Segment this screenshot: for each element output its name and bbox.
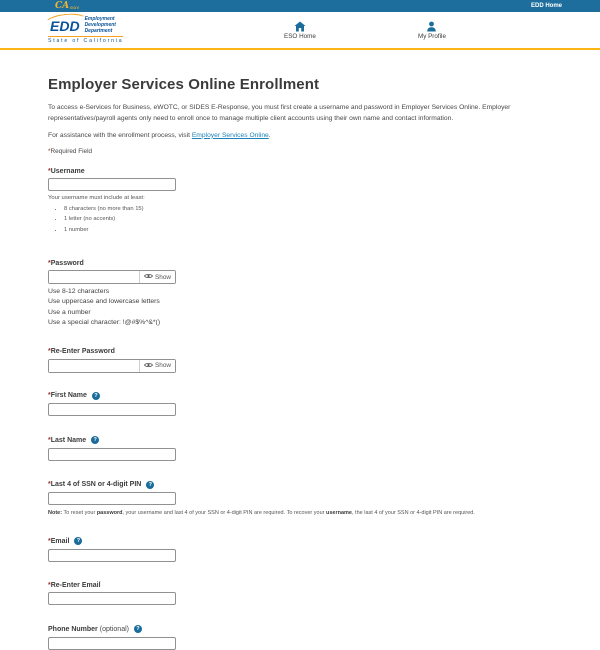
password-rule: Use a special character: !@#$%^&*() bbox=[48, 319, 161, 327]
username-hint-item: • 1 number bbox=[64, 227, 552, 233]
password-show-label: Show bbox=[155, 273, 171, 281]
intro-paragraph: To access e-Services for Business, eWOTC, or SIDES E-Response, you must first create a username and password in Employer Services Online. Employer representatives/payroll agents only need to enroll once to manage multiple client accounts using their own name and contact information. bbox=[48, 104, 511, 123]
reenter-email-label: Re-Enter Email bbox=[50, 581, 101, 589]
email-label: Email bbox=[50, 537, 70, 545]
username-input[interactable] bbox=[48, 178, 176, 191]
required-asterisk: * bbox=[48, 259, 51, 267]
edd-home-link[interactable]: EDD Home bbox=[530, 3, 562, 9]
eye-icon bbox=[144, 362, 153, 370]
required-asterisk: * bbox=[48, 436, 51, 444]
ssn-pin-help-icon[interactable]: ? bbox=[146, 481, 154, 489]
reenter-password-field-group bbox=[48, 348, 552, 373]
last-name-field-group bbox=[48, 436, 552, 461]
ca-gov-logo-sub: GOV bbox=[70, 6, 80, 10]
first-name-help-icon[interactable]: ? bbox=[92, 392, 100, 400]
person-icon bbox=[426, 21, 437, 32]
header-nav bbox=[178, 21, 552, 40]
edd-logo[interactable] bbox=[48, 16, 178, 44]
first-name-field-group bbox=[48, 392, 552, 417]
required-asterisk: * bbox=[48, 537, 51, 545]
password-rule: Use uppercase and lowercase letters bbox=[48, 298, 160, 306]
last-name-input[interactable] bbox=[48, 448, 176, 461]
page-content bbox=[0, 76, 600, 650]
phone-optional-tag: (optional) bbox=[99, 625, 129, 633]
required-asterisk: * bbox=[48, 348, 51, 356]
required-asterisk: * bbox=[48, 147, 51, 155]
reenter-password-show-label: Show bbox=[155, 362, 171, 370]
reenter-password-show-button[interactable] bbox=[139, 360, 175, 372]
edd-logo-tagline: State of California bbox=[48, 38, 124, 45]
main-header bbox=[0, 12, 600, 50]
first-name-input[interactable] bbox=[48, 403, 176, 416]
username-hint-title: Your username must include at least: bbox=[48, 195, 145, 202]
assistance-line: For assistance with the enrollment process, visit Employer Services Online. bbox=[48, 131, 271, 139]
phone-label: Phone Number bbox=[48, 625, 98, 633]
username-field-group bbox=[48, 168, 552, 233]
reenter-email-field-group bbox=[48, 582, 552, 606]
email-help-icon[interactable]: ? bbox=[74, 537, 82, 545]
ca-gov-logo[interactable] bbox=[55, 2, 79, 11]
ssn-pin-note: Note: To reset your password, your username and last 4 of your SSN or 4-digit PIN are required. To recover your username, the last 4 of your SSN or 4-digit PIN are required. bbox=[48, 510, 475, 517]
email-field-group bbox=[48, 537, 552, 562]
last-name-label: Last Name bbox=[50, 436, 87, 444]
nav-eso-home-label: ESO Home bbox=[284, 32, 316, 40]
username-hint-list bbox=[64, 206, 552, 233]
password-rule: Use a number bbox=[48, 308, 91, 316]
required-asterisk: * bbox=[48, 167, 51, 175]
required-field-note: *Required Field bbox=[48, 147, 93, 155]
password-rule: Use 8-12 characters bbox=[48, 287, 110, 295]
password-rules bbox=[48, 288, 552, 327]
required-asterisk: * bbox=[48, 481, 51, 489]
username-hint-item: • 1 letter (no accents) bbox=[64, 216, 552, 222]
ssn-pin-label: Last 4 of SSN or 4-digit PIN bbox=[50, 481, 142, 489]
password-show-button[interactable] bbox=[139, 271, 175, 283]
ca-gov-logo-text: CA bbox=[55, 0, 70, 11]
page-title: Employer Services Online Enrollment bbox=[48, 76, 320, 93]
utility-bar bbox=[0, 0, 600, 12]
phone-input[interactable] bbox=[48, 637, 176, 650]
reenter-email-input[interactable] bbox=[48, 592, 176, 605]
phone-field-group bbox=[48, 625, 552, 650]
username-hint-item: • 8 characters (no more than 15) bbox=[64, 206, 552, 212]
ssn-pin-field-group bbox=[48, 481, 552, 517]
edd-logo-department-text: Employment Development Department bbox=[84, 15, 116, 35]
reenter-password-input[interactable] bbox=[49, 360, 139, 372]
last-name-help-icon[interactable]: ? bbox=[91, 436, 99, 444]
home-icon bbox=[294, 21, 306, 32]
employer-services-online-link[interactable]: Employer Services Online bbox=[191, 131, 269, 139]
edd-logo-acronym: EDD bbox=[50, 18, 80, 35]
required-asterisk: * bbox=[48, 581, 51, 589]
nav-my-profile[interactable] bbox=[418, 21, 446, 40]
eye-icon bbox=[144, 273, 153, 281]
nav-my-profile-label: My Profile bbox=[417, 32, 446, 40]
password-label: Password bbox=[50, 259, 84, 267]
ssn-pin-input[interactable] bbox=[48, 492, 176, 505]
first-name-label: First Name bbox=[50, 392, 87, 400]
username-label: Username bbox=[50, 167, 85, 175]
password-input[interactable] bbox=[49, 271, 139, 283]
reenter-password-label: Re-Enter Password bbox=[50, 348, 115, 356]
phone-help-icon[interactable]: ? bbox=[134, 625, 142, 633]
password-field-group bbox=[48, 260, 552, 327]
nav-eso-home[interactable] bbox=[284, 21, 316, 40]
required-asterisk: * bbox=[48, 392, 51, 400]
email-input[interactable] bbox=[48, 549, 176, 562]
